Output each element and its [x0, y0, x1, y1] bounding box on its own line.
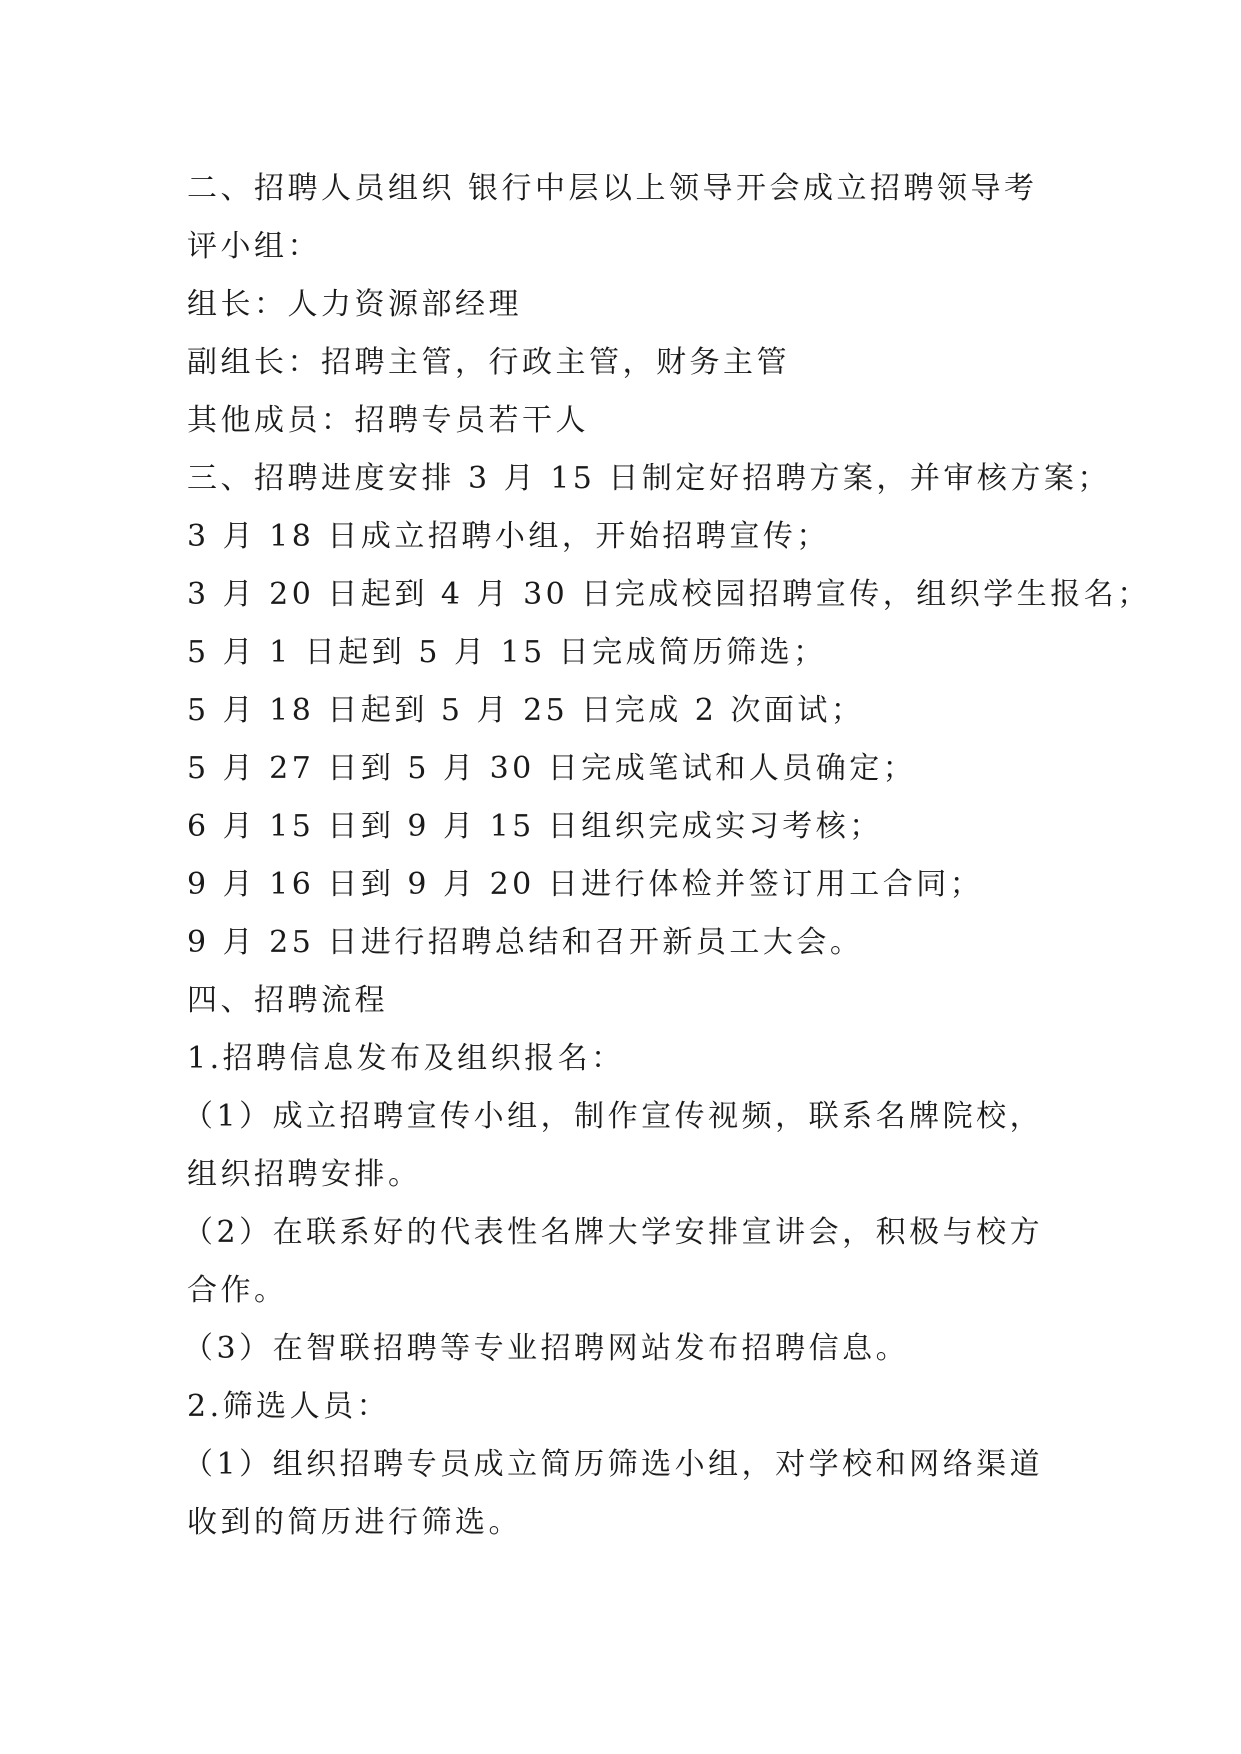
- text-line-team-leader: 组长：人力资源部经理: [187, 287, 522, 322]
- section-heading-schedule: 三、招聘进度安排 3 月 15 日制定好招聘方案，并审核方案；: [187, 461, 1111, 496]
- subsection-heading: 1.招聘信息发布及组织报名：: [187, 1041, 625, 1076]
- list-item: （3）在智联招聘等专业招聘网站发布招聘信息。: [183, 1331, 910, 1366]
- text-line: 组织招聘安排。: [187, 1157, 422, 1192]
- list-item: （2）在联系好的代表性名牌大学安排宣讲会，积极与校方: [183, 1215, 1044, 1250]
- list-item: （1）成立招聘宣传小组，制作宣传视频，联系名牌院校，: [183, 1099, 1044, 1134]
- schedule-item: 9 月 25 日进行招聘总结和召开新员工大会。: [187, 925, 864, 960]
- schedule-item: 6 月 15 日到 9 月 15 日组织完成实习考核；: [187, 809, 883, 844]
- text-line: 收到的简历进行筛选。: [187, 1505, 522, 1540]
- schedule-item: 5 月 18 日起到 5 月 25 日完成 2 次面试；: [187, 693, 865, 728]
- section-heading-process: 四、招聘流程: [187, 983, 388, 1018]
- text-line: 评小组：: [187, 229, 321, 264]
- schedule-item: 9 月 16 日到 9 月 20 日进行体检并签订用工合同；: [187, 867, 984, 902]
- list-item: （1）组织招聘专员成立简历筛选小组，对学校和网络渠道: [183, 1447, 1044, 1482]
- text-line: 合作。: [187, 1273, 288, 1308]
- subsection-heading: 2.筛选人员：: [187, 1389, 391, 1424]
- schedule-item: 3 月 20 日起到 4 月 30 日完成校园招聘宣传，组织学生报名；: [187, 577, 1151, 612]
- section-heading-staff-organization: 二、招聘人员组织 银行中层以上领导开会成立招聘领导考: [187, 171, 1038, 206]
- document-body: [183, 160, 1151, 1552]
- text-line-other-members: 其他成员：招聘专员若干人: [187, 403, 589, 438]
- schedule-item: 5 月 27 日到 5 月 30 日完成笔试和人员确定；: [187, 751, 917, 786]
- text-line-deputy-leaders: 副组长：招聘主管，行政主管，财务主管: [187, 345, 790, 380]
- schedule-item: 5 月 1 日起到 5 月 15 日完成简历筛选；: [187, 635, 827, 670]
- schedule-item: 3 月 18 日成立招聘小组，开始招聘宣传；: [187, 519, 830, 554]
